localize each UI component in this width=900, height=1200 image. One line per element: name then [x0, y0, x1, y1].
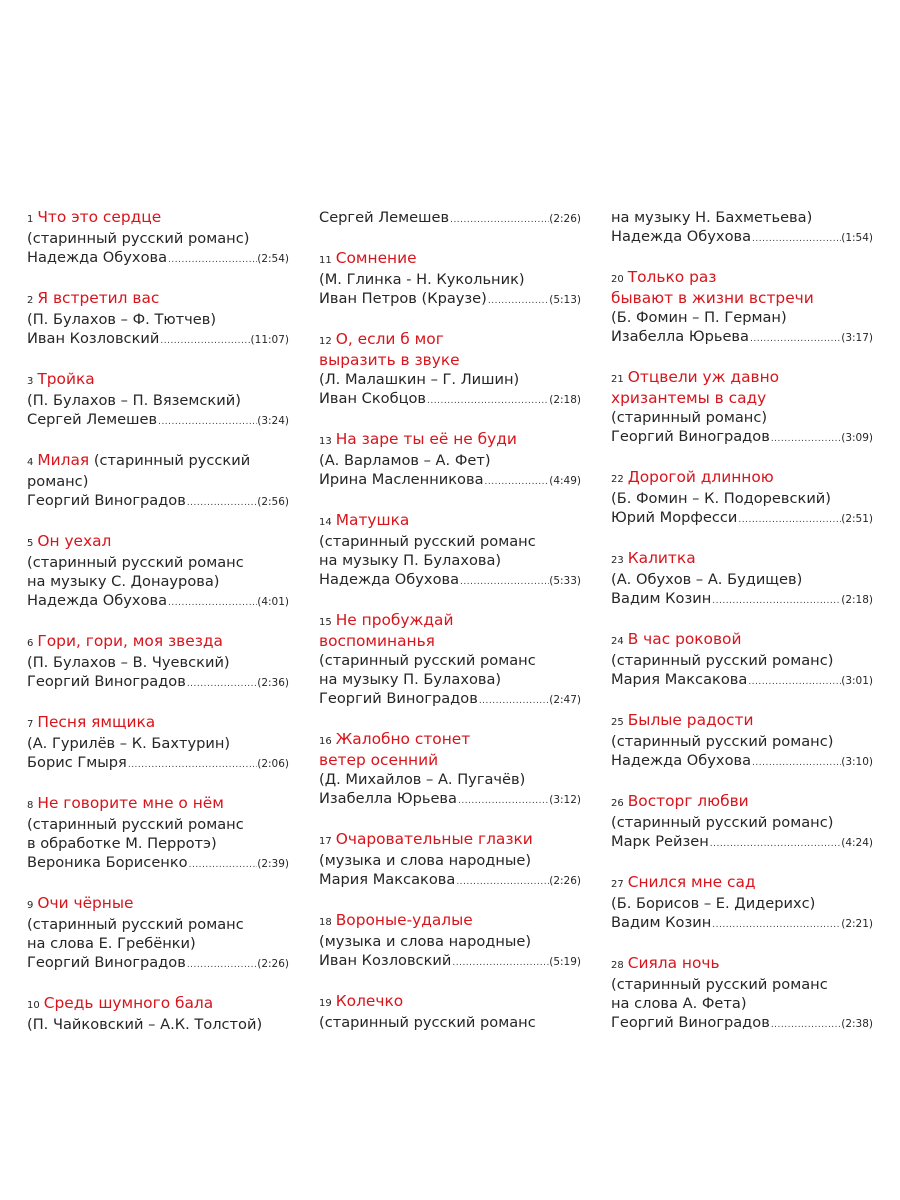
- credits-line: (П. Булахов – П. Вяземский): [27, 392, 241, 409]
- credits-line: (П. Булахов – Ф. Тютчев): [27, 311, 217, 328]
- leader-dots: [186, 675, 257, 694]
- performer-name: Вероника Борисенко: [27, 854, 188, 871]
- track-duration: (2:26): [257, 958, 289, 970]
- track-number: 19: [319, 998, 332, 1009]
- performer-row: [27, 753, 289, 775]
- credits-line: (старинный русский романс: [27, 916, 244, 933]
- performer-row: [319, 208, 581, 230]
- performer-row: [319, 289, 581, 311]
- track-entry: [319, 992, 581, 1032]
- performer-row: [27, 248, 289, 270]
- track-entry: [27, 370, 289, 432]
- track-title-text: выразить в звуке: [319, 351, 460, 369]
- performer-row: [611, 327, 873, 349]
- performer-row: [611, 832, 873, 854]
- track-title-text: Что это сердце: [37, 208, 162, 226]
- track-entry: [27, 894, 289, 975]
- performer-name: Георгий Виноградов: [27, 954, 186, 971]
- performer-row: [27, 491, 289, 513]
- performer-row: [611, 508, 873, 530]
- leader-dots: [751, 230, 841, 249]
- performer-name: Надежда Обухова: [611, 752, 752, 769]
- track-duration: (2:51): [841, 513, 873, 525]
- track-title-line: [319, 430, 581, 451]
- credits-line: (музыка и слова народные): [319, 852, 532, 869]
- track-entry: [611, 268, 873, 349]
- track-number: 27: [611, 879, 624, 890]
- track-title-text: воспоминанья: [319, 632, 435, 650]
- track-title-line: [611, 549, 873, 570]
- track-duration: (2:06): [257, 758, 289, 770]
- track-title-line: [319, 992, 581, 1013]
- track-duration: (4:49): [549, 475, 581, 487]
- track-duration: (2:39): [257, 858, 289, 870]
- track-duration: (3:09): [841, 432, 873, 444]
- track-entry: [611, 792, 873, 854]
- credits-line: (старинный русский романс): [611, 652, 834, 669]
- performer-name: Надежда Обухова: [27, 592, 168, 609]
- credits-line: на музыку П. Булахова): [319, 671, 502, 688]
- performer-name: Марк Рейзен: [611, 833, 709, 850]
- performer-row: [27, 591, 289, 613]
- track-title-line: [27, 713, 289, 734]
- performer-name: Георгий Виноградов: [27, 492, 186, 509]
- track-number: 3: [27, 376, 34, 387]
- continued-entry: [319, 208, 581, 230]
- performer-row: [611, 1013, 873, 1035]
- performer-name: Надежда Обухова: [319, 571, 460, 588]
- track-entry: [27, 532, 289, 613]
- track-title-text: Только раз: [627, 268, 717, 286]
- track-duration: (3:01): [841, 675, 873, 687]
- track-title-text: Калитка: [627, 549, 696, 567]
- performer-name: Иван Козловский: [27, 330, 160, 347]
- performer-name: Борис Гмыря: [27, 754, 127, 771]
- track-number: 23: [611, 555, 624, 566]
- credits-line: (старинный русский романс: [319, 1014, 536, 1031]
- credits-line: (А. Варламов – А. Фет): [319, 452, 491, 469]
- leader-dots: [709, 835, 841, 854]
- track-title-line: [611, 468, 873, 489]
- track-number: 18: [319, 917, 332, 928]
- performer-name: Иван Петров (Краузе): [319, 290, 487, 307]
- performer-name: Сергей Лемешев: [27, 411, 158, 428]
- track-duration: (5:13): [549, 294, 581, 306]
- leader-dots: [167, 251, 257, 270]
- leader-dots: [167, 594, 257, 613]
- performer-row: [319, 389, 581, 411]
- track-title-text: Милая: [37, 451, 90, 469]
- credits-line: (старинный русский романс: [319, 533, 536, 550]
- track-title-text: Гори, гори, моя звезда: [37, 632, 223, 650]
- track-title-line: [27, 289, 289, 310]
- track-entry: [27, 208, 289, 270]
- credits-line: на слова А. Фета): [611, 995, 747, 1012]
- track-title-text: Очаровательные глазки: [335, 830, 533, 848]
- track-title-text: Восторг любви: [627, 792, 749, 810]
- leader-dots: [478, 692, 549, 711]
- track-entry: [319, 511, 581, 592]
- credits-inline: (старинный русский: [89, 452, 251, 469]
- performer-row: [611, 227, 873, 249]
- track-number: 2: [27, 295, 34, 306]
- track-title-text: О, если б мог: [335, 330, 444, 348]
- credits-line: (Б. Фомин – П. Герман): [611, 309, 787, 326]
- credits-line: на слова Е. Гребёнки): [27, 935, 196, 952]
- performer-name: Георгий Виноградов: [611, 1014, 770, 1031]
- performer-row: [27, 329, 289, 351]
- track-number: 28: [611, 960, 624, 971]
- leader-dots: [487, 292, 549, 311]
- track-entry: [27, 632, 289, 694]
- track-number: 22: [611, 474, 624, 485]
- track-duration: (3:17): [841, 332, 873, 344]
- track-entry: [611, 549, 873, 611]
- performer-row: [611, 670, 873, 692]
- track-entry: [319, 611, 581, 711]
- performer-name: Иван Скобцов: [319, 390, 427, 407]
- tracklist-column-3: [611, 208, 873, 1054]
- track-number: 14: [319, 517, 332, 528]
- track-number: 20: [611, 274, 624, 285]
- track-title-line: [319, 751, 581, 770]
- track-title-text: На заре ты её не буди: [335, 430, 517, 448]
- track-duration: (3:10): [841, 756, 873, 768]
- track-duration: (2:21): [841, 918, 873, 930]
- track-title-text: Дорогой длинною: [627, 468, 774, 486]
- track-entry: [319, 249, 581, 311]
- track-title-line: [319, 330, 581, 351]
- track-title-line: [319, 249, 581, 270]
- credits-line: (Д. Михайлов – А. Пугачёв): [319, 771, 526, 788]
- performer-row: [319, 951, 581, 973]
- credits-line: (старинный русский романс: [319, 652, 536, 669]
- credits-line: (старинный романс): [611, 409, 768, 426]
- track-title-line: [319, 351, 581, 370]
- leader-dots: [426, 392, 549, 411]
- track-entry: [319, 330, 581, 411]
- track-title-text: хризантемы в саду: [611, 389, 767, 407]
- track-title-text: Отцвели уж давно: [627, 368, 780, 386]
- track-title-line: [611, 289, 873, 308]
- track-title-line: [611, 389, 873, 408]
- track-title-line: [611, 873, 873, 894]
- leader-dots: [451, 954, 549, 973]
- track-duration: (2:38): [841, 1018, 873, 1030]
- credits-line: (П. Чайковский – А.К. Толстой): [27, 1016, 263, 1033]
- track-entry: [27, 994, 289, 1034]
- track-title-text: Он уехал: [37, 532, 112, 550]
- leader-dots: [749, 330, 841, 349]
- track-number: 25: [611, 717, 624, 728]
- track-title-text: бывают в жизни встречи: [611, 289, 814, 307]
- track-title-line: [27, 208, 289, 229]
- track-duration: (2:18): [841, 594, 873, 606]
- performer-name: Ирина Масленникова: [319, 471, 484, 488]
- track-title-line: [319, 511, 581, 532]
- track-title-line: [319, 611, 581, 632]
- leader-dots: [459, 573, 549, 592]
- track-duration: (1:54): [841, 232, 873, 244]
- track-duration: (2:54): [257, 253, 289, 265]
- performer-row: [27, 410, 289, 432]
- track-title-line: [611, 954, 873, 975]
- track-entry: [27, 451, 289, 513]
- track-title-text: ветер осенний: [319, 751, 439, 769]
- track-duration: (4:01): [257, 596, 289, 608]
- track-number: 6: [27, 638, 34, 649]
- track-title-text: Жалобно стонет: [335, 730, 471, 748]
- performer-row: [611, 751, 873, 773]
- track-entry: [319, 911, 581, 973]
- track-title-line: [319, 730, 581, 751]
- track-title-text: Очи чёрные: [37, 894, 134, 912]
- track-title-line: [27, 632, 289, 653]
- credits-line: романс): [27, 473, 89, 490]
- performer-row: [27, 953, 289, 975]
- credits-line: (старинный русский романс: [27, 816, 244, 833]
- track-number: 4: [27, 457, 34, 468]
- track-title-text: Снился мне сад: [627, 873, 756, 891]
- tracklist-column-1: [27, 208, 289, 1053]
- credits-line: на музыку С. Донаурова): [27, 573, 220, 590]
- performer-name: Мария Максакова: [611, 671, 748, 688]
- continued-entry: [611, 208, 873, 249]
- track-number: 9: [27, 900, 34, 911]
- performer-name: Иван Козловский: [319, 952, 452, 969]
- track-title-text: Матушка: [335, 511, 410, 529]
- track-title-line: [27, 994, 289, 1015]
- track-title-text: Тройка: [37, 370, 95, 388]
- credits-line: (старинный русский романс: [611, 976, 828, 993]
- track-number: 12: [319, 336, 332, 347]
- performer-row: [319, 689, 581, 711]
- track-entry: [319, 730, 581, 811]
- track-duration: (2:36): [257, 677, 289, 689]
- track-title-text: В час роковой: [627, 630, 742, 648]
- track-number: 15: [319, 617, 332, 628]
- credits-line: (М. Глинка - Н. Кукольник): [319, 271, 525, 288]
- track-title-line: [27, 894, 289, 915]
- tracklist-column-2: [319, 208, 581, 1051]
- track-entry: [611, 368, 873, 449]
- performer-name: Сергей Лемешев: [319, 209, 450, 226]
- track-title-text: Песня ямщика: [37, 713, 156, 731]
- track-title-text: Колечко: [335, 992, 404, 1010]
- track-entry: [611, 711, 873, 773]
- credits-line: (Б. Борисов – Е. Дидерихс): [611, 895, 816, 912]
- track-number: 26: [611, 798, 624, 809]
- track-duration: (5:33): [549, 575, 581, 587]
- performer-row: [611, 589, 873, 611]
- performer-name: Георгий Виноградов: [319, 690, 478, 707]
- track-entry: [319, 430, 581, 492]
- performer-name: Георгий Виноградов: [611, 428, 770, 445]
- track-duration: (5:19): [549, 956, 581, 968]
- track-duration: (4:24): [841, 837, 873, 849]
- leader-dots: [711, 916, 841, 935]
- performer-name: Изабелла Юрьева: [319, 790, 457, 807]
- track-duration: (2:26): [549, 875, 581, 887]
- track-title-line: [319, 830, 581, 851]
- track-title-text: Средь шумного бала: [43, 994, 214, 1012]
- leader-dots: [457, 792, 549, 811]
- track-entry: [27, 713, 289, 775]
- track-title-line: [27, 451, 289, 472]
- credits-line: (Б. Фомин – К. Подоревский): [611, 490, 831, 507]
- leader-dots: [186, 956, 257, 975]
- track-number: 16: [319, 736, 332, 747]
- credits-line: в обработке М. Перротэ): [27, 835, 217, 852]
- credits-line: на музыку П. Булахова): [319, 552, 502, 569]
- performer-name: Надежда Обухова: [611, 228, 752, 245]
- leader-dots: [770, 430, 841, 449]
- track-title-line: [319, 911, 581, 932]
- performer-row: [319, 789, 581, 811]
- credits-line: (П. Булахов – В. Чуевский): [27, 654, 230, 671]
- track-entry: [27, 794, 289, 875]
- credits-line: (старинный русский романс): [611, 814, 834, 831]
- performer-row: [319, 570, 581, 592]
- credits-line: (Л. Малашкин – Г. Лишин): [319, 371, 520, 388]
- track-title-text: Не говорите мне о нём: [37, 794, 224, 812]
- track-title-line: [611, 630, 873, 651]
- performer-row: [611, 913, 873, 935]
- credits-line: (музыка и слова народные): [319, 933, 532, 950]
- performer-name: Надежда Обухова: [27, 249, 168, 266]
- track-title-line: [27, 370, 289, 391]
- performer-row: [27, 672, 289, 694]
- leader-dots: [186, 494, 257, 513]
- credits-line: (А. Обухов – А. Будищев): [611, 571, 803, 588]
- leader-dots: [751, 754, 841, 773]
- track-title-text: Вороные-удалые: [335, 911, 473, 929]
- track-title-text: Сомнение: [335, 249, 417, 267]
- leader-dots: [484, 473, 550, 492]
- track-number: 13: [319, 436, 332, 447]
- track-entry: [611, 630, 873, 692]
- track-title-text: Былые радости: [627, 711, 754, 729]
- performer-name: Юрий Морфесси: [611, 509, 738, 526]
- credits-line: на музыку Н. Бахметьева): [611, 209, 813, 226]
- performer-row: [611, 427, 873, 449]
- performer-name: Вадим Козин: [611, 914, 712, 931]
- leader-dots: [455, 873, 549, 892]
- track-entry: [611, 873, 873, 935]
- performer-name: Мария Максакова: [319, 871, 456, 888]
- track-title-line: [611, 792, 873, 813]
- leader-dots: [127, 756, 257, 775]
- track-duration: (3:24): [257, 415, 289, 427]
- track-title-line: [27, 794, 289, 815]
- track-number: 1: [27, 214, 34, 225]
- track-duration: (2:47): [549, 694, 581, 706]
- track-entry: [611, 954, 873, 1035]
- track-title-line: [611, 368, 873, 389]
- track-title-line: [319, 632, 581, 651]
- credits-line: (старинный русский романс): [27, 230, 250, 247]
- leader-dots: [157, 413, 257, 432]
- track-duration: (2:26): [549, 213, 581, 225]
- track-title-line: [611, 268, 873, 289]
- leader-dots: [770, 1016, 841, 1035]
- performer-name: Изабелла Юрьева: [611, 328, 749, 345]
- track-number: 10: [27, 1000, 40, 1011]
- track-title-line: [611, 711, 873, 732]
- track-number: 7: [27, 719, 34, 730]
- track-number: 24: [611, 636, 624, 647]
- performer-name: Георгий Виноградов: [27, 673, 186, 690]
- leader-dots: [747, 673, 841, 692]
- track-number: 21: [611, 374, 624, 385]
- track-title-line: [27, 532, 289, 553]
- track-number: 8: [27, 800, 34, 811]
- track-duration: (11:07): [250, 334, 289, 346]
- leader-dots: [188, 856, 258, 875]
- track-entry: [27, 289, 289, 351]
- leader-dots: [159, 332, 250, 351]
- track-title-text: Не пробуждай: [335, 611, 454, 629]
- performer-row: [319, 470, 581, 492]
- credits-line: (А. Гурилёв – К. Бахтурин): [27, 735, 231, 752]
- leader-dots: [711, 592, 841, 611]
- performer-row: [27, 853, 289, 875]
- track-number: 11: [319, 255, 332, 266]
- credits-line: (старинный русский романс): [611, 733, 834, 750]
- performer-row: [319, 870, 581, 892]
- credits-line: (старинный русский романс: [27, 554, 244, 571]
- track-duration: (3:12): [549, 794, 581, 806]
- performer-name: Вадим Козин: [611, 590, 712, 607]
- track-entry: [319, 830, 581, 892]
- leader-dots: [449, 211, 549, 230]
- track-title-text: Я встретил вас: [37, 289, 160, 307]
- track-number: 17: [319, 836, 332, 847]
- track-number: 5: [27, 538, 34, 549]
- leader-dots: [737, 511, 841, 530]
- track-title-text: Сияла ночь: [627, 954, 720, 972]
- track-entry: [611, 468, 873, 530]
- track-duration: (2:18): [549, 394, 581, 406]
- track-duration: (2:56): [257, 496, 289, 508]
